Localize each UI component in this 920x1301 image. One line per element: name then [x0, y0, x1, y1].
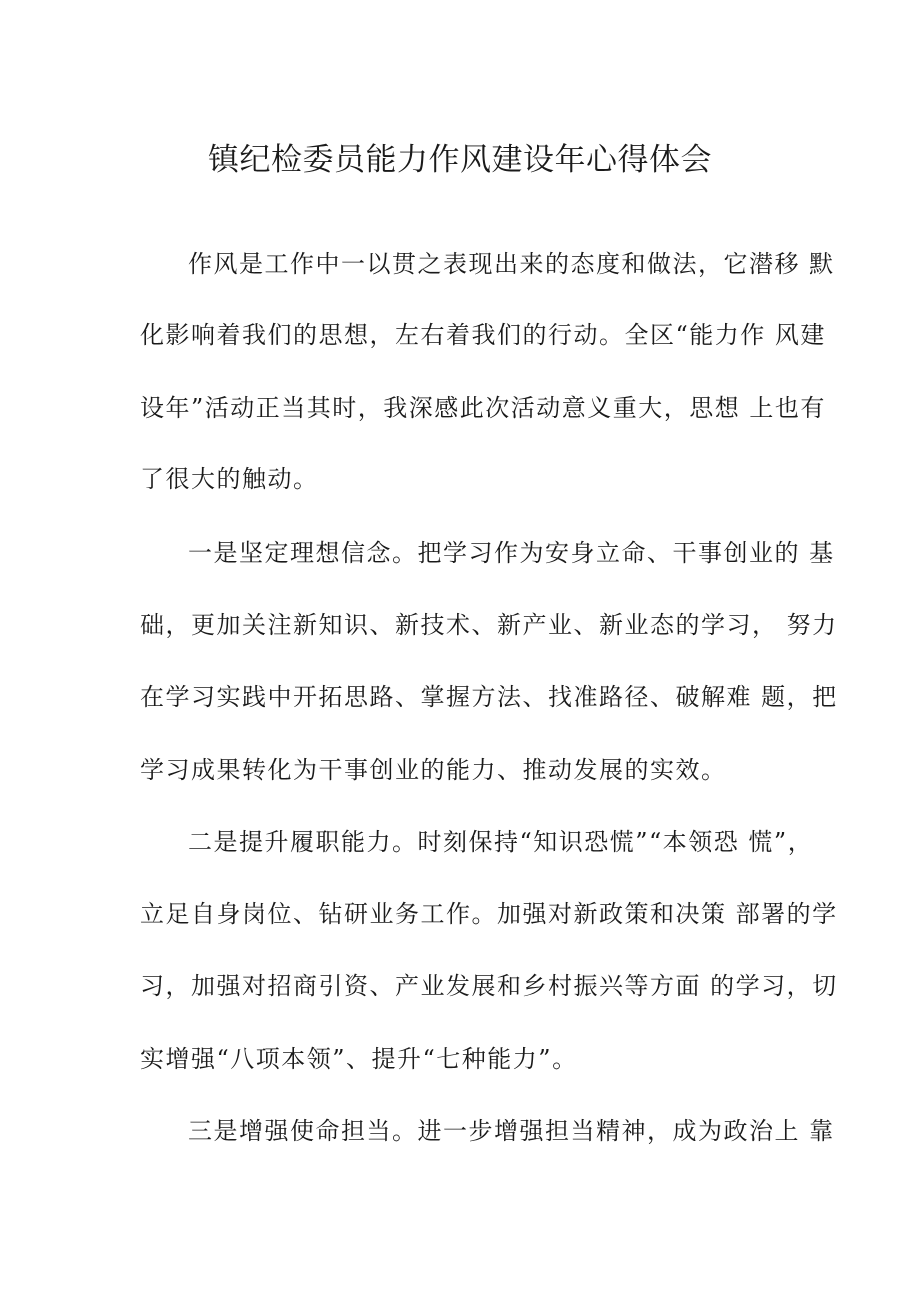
paragraph-3-line-1: 二是提升履职能力。时刻保持“知识恐慌”“本领恐 慌”， [188, 828, 814, 856]
paragraph-1-line-1: 作风是工作中一以贯之表现出来的态度和做法，它潜移 默 [188, 250, 835, 278]
paragraph-1-line-3: 设年”活动正当其时，我深感此次活动意义重大，思想 上也有 [140, 394, 826, 422]
paragraph-4-line-1: 三是增强使命担当。进一步增强担当精神，成为政治上 靠 [188, 1117, 835, 1145]
paragraph-2-line-3: 在学习实践中开拓思路、掌握方法、找准路径、破解难 题，把 [140, 683, 838, 711]
paragraph-3-line-3: 习，加强对招商引资、产业发展和乡村振兴等方面 的学习，切 [140, 972, 838, 1000]
paragraph-1-line-4: 了很大的触动。 [140, 465, 319, 493]
paragraph-2-line-2: 础，更加关注新知识、新技术、新产业、新业态的学习， 努力 [140, 611, 838, 639]
document-title: 镇纪检委员能力作风建设年心得体会 [208, 142, 712, 178]
paragraph-2-line-4: 学习成果转化为干事创业的能力、推动发展的实效。 [140, 756, 727, 784]
paragraph-2-line-1: 一是坚定理想信念。把学习作为安身立命、干事创业的 基 [188, 539, 835, 567]
paragraph-3-line-2: 立足自身岗位、钻研业务工作。加强对新政策和决策 部署的学 [140, 900, 838, 928]
paragraph-3-line-4: 实增强“八项本领”、提升“七种能力”。 [140, 1045, 578, 1073]
paragraph-1-line-2: 化影响着我们的思想，左右着我们的行动。全区“能力作 风建 [140, 321, 826, 349]
